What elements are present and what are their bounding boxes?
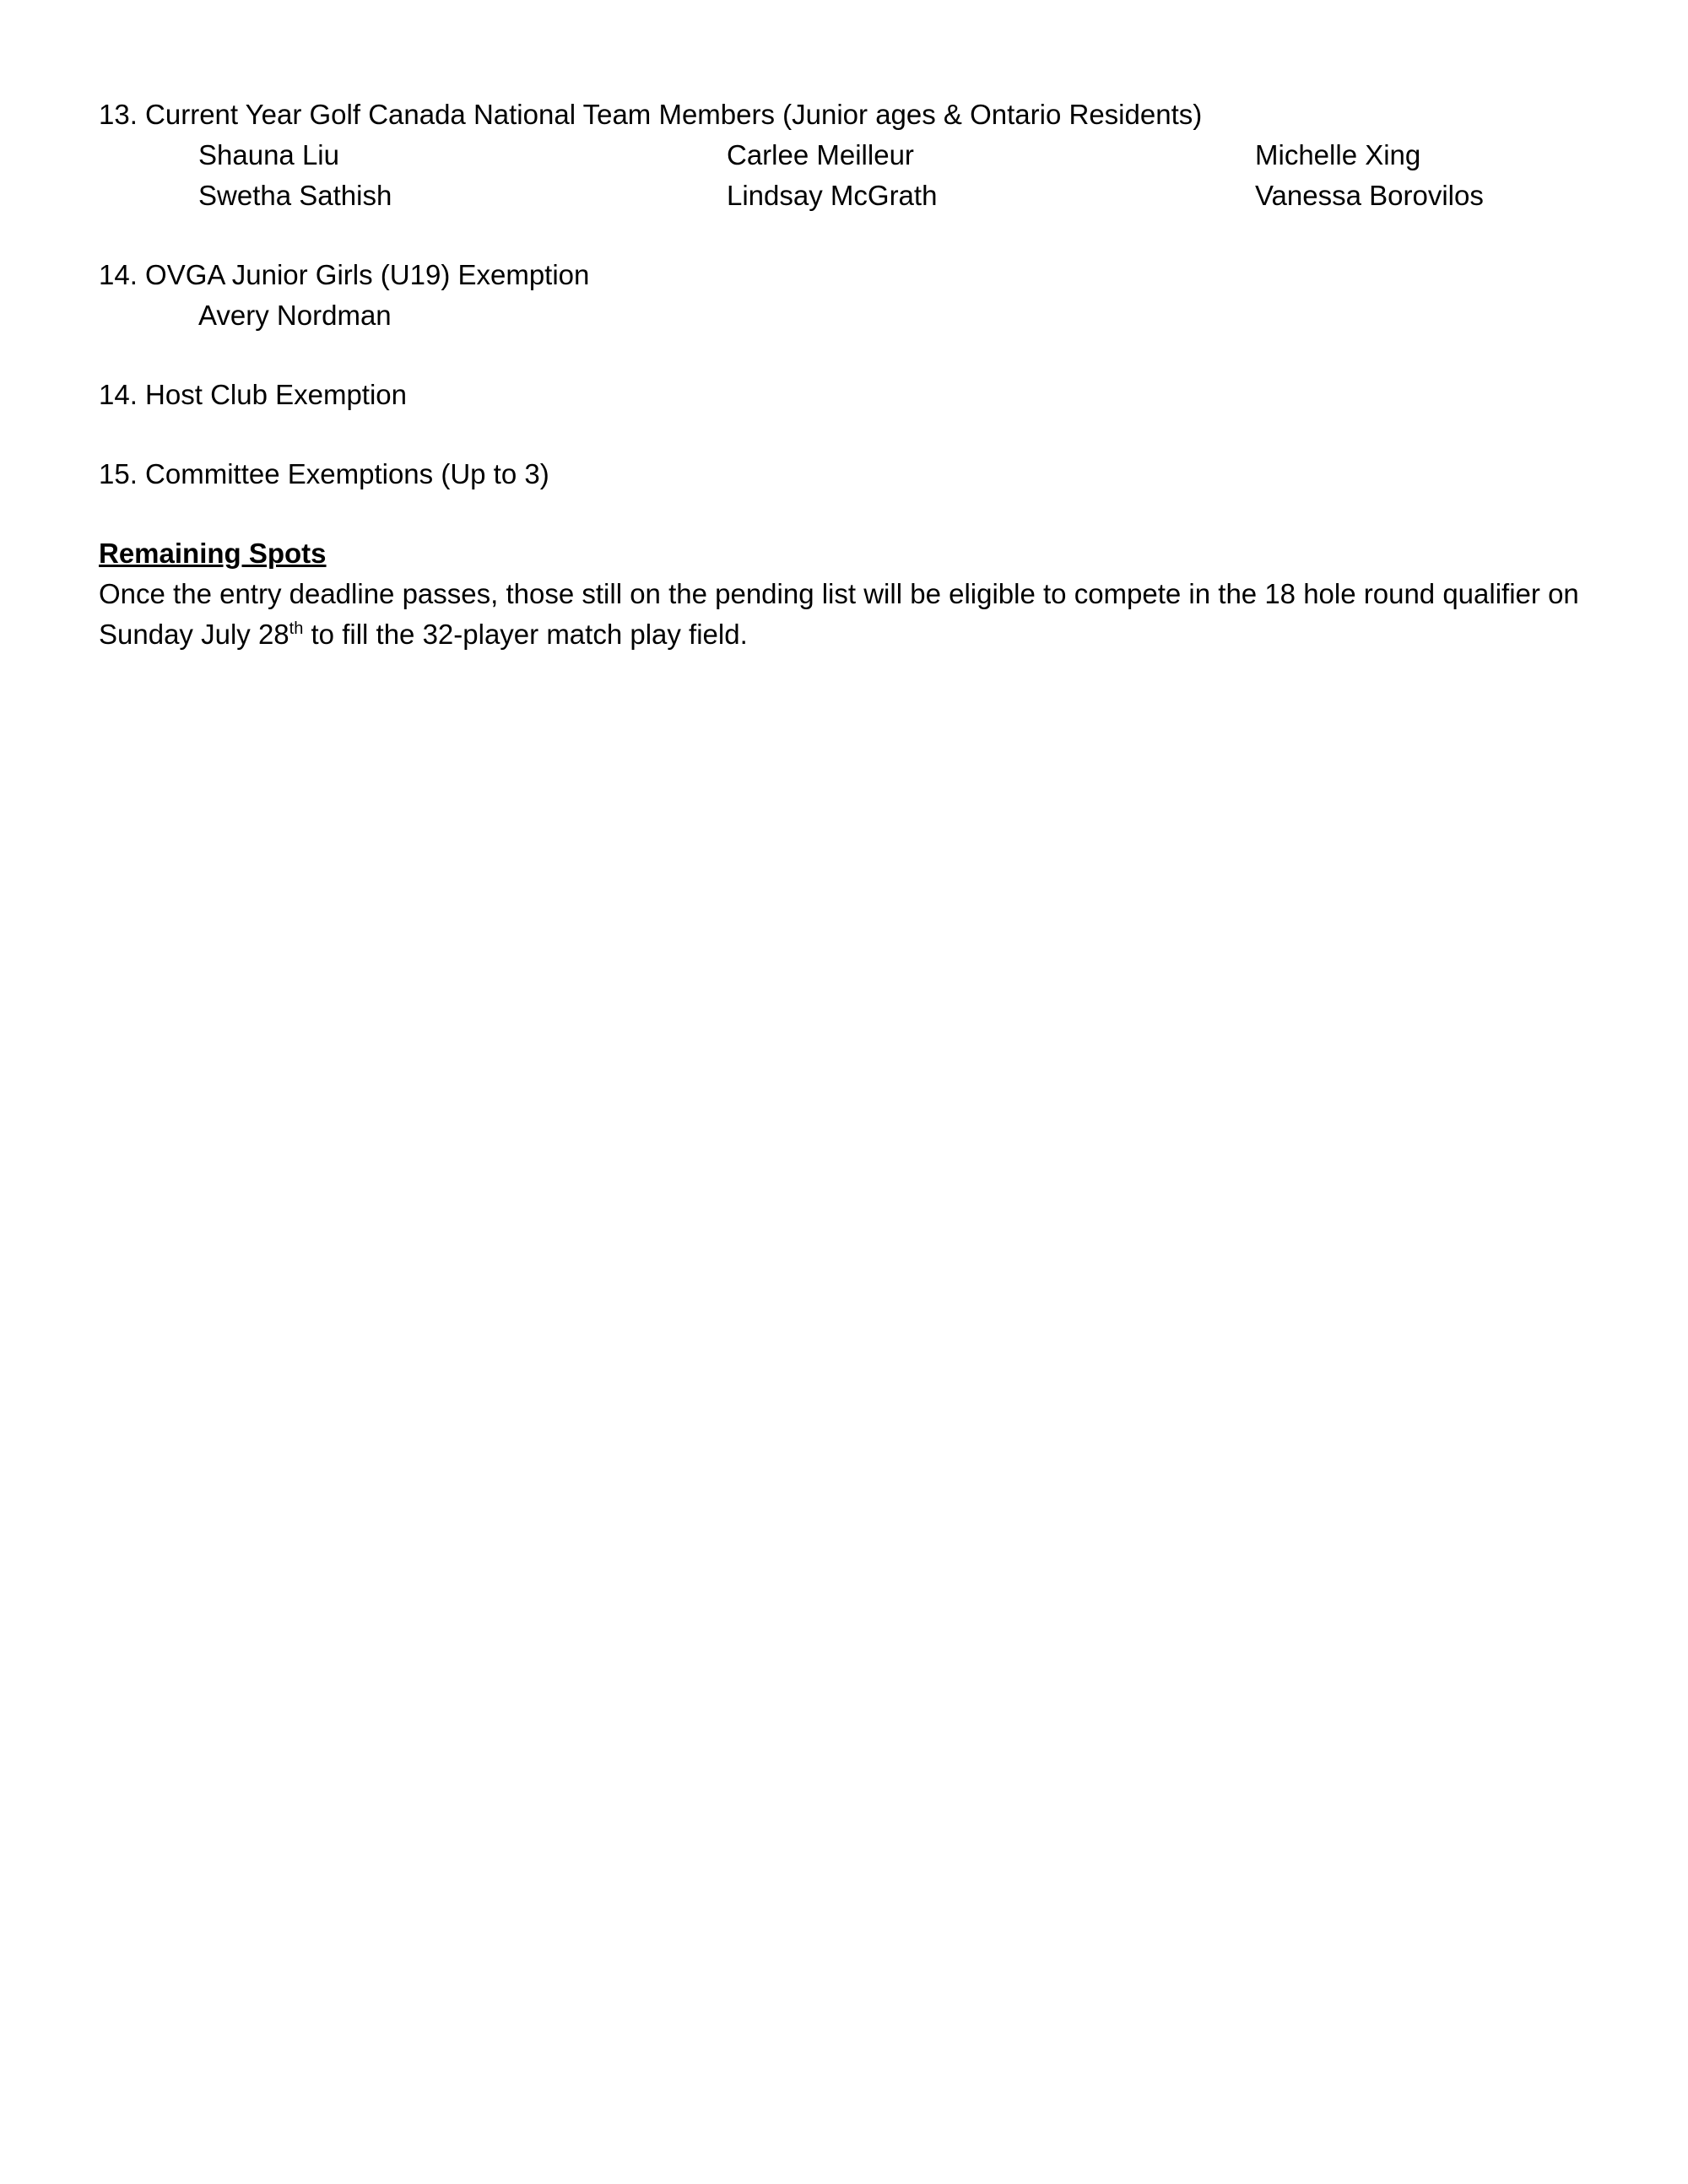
section-heading: 14. Host Club Exemption: [99, 379, 408, 410]
player-name: Shauna Liu: [198, 139, 339, 170]
paragraph-text: to fill the 32-player match play field.: [303, 619, 748, 650]
section-heading: 15. Committee Exemptions (Up to 3): [99, 458, 549, 489]
remaining-spots-section: [99, 533, 1584, 655]
player-name: Vanessa Borovilos: [1255, 180, 1484, 211]
section-ovga-exemption: [99, 255, 1584, 336]
ordinal-superscript: th: [289, 619, 304, 638]
paragraph-text: Once the entry deadline passes, those still on the pending list will be eligible to compete in the 18 hole round qualifier on Sunday July 28: [99, 578, 1579, 650]
section-committee-exemptions: [99, 454, 1584, 495]
names-list: [99, 135, 1584, 216]
player-name: Avery Nordman: [198, 300, 392, 331]
player-name: Swetha Sathish: [198, 180, 392, 211]
remaining-spots-paragraph: [99, 574, 1584, 655]
player-name: Carlee Meilleur: [727, 139, 914, 170]
names-list: [99, 295, 1584, 336]
section-heading: 14. OVGA Junior Girls (U19) Exemption: [99, 259, 590, 290]
player-name: Michelle Xing: [1255, 139, 1421, 170]
document-content: [99, 95, 1584, 655]
section-host-club-exemption: [99, 375, 1584, 415]
section-national-team: [99, 95, 1584, 216]
section-heading: 13. Current Year Golf Canada National Team Members (Junior ages & Ontario Residents): [99, 99, 1203, 130]
player-name: Lindsay McGrath: [727, 180, 938, 211]
remaining-spots-title: Remaining Spots: [99, 538, 327, 569]
